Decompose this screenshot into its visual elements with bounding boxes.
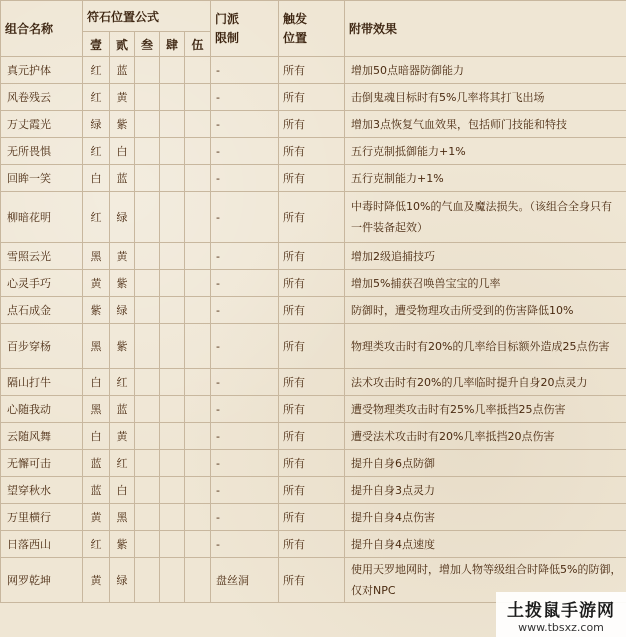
stone-4 (160, 369, 185, 396)
header-pos-2: 贰 (110, 32, 135, 57)
stone-4 (160, 84, 185, 111)
sect-limit: - (211, 297, 279, 324)
table-row (1, 324, 626, 369)
combo-name: 心灵手巧 (1, 270, 83, 297)
trigger-position: 所有 (279, 57, 345, 84)
stone-3 (135, 165, 160, 192)
stone-2: 白 (110, 477, 135, 504)
header-pos-5: 伍 (185, 32, 211, 57)
stone-1: 红 (83, 57, 110, 84)
stone-5 (185, 531, 211, 558)
stone-3 (135, 57, 160, 84)
table-row (1, 504, 626, 531)
stone-3 (135, 450, 160, 477)
stone-5 (185, 111, 211, 138)
stone-2: 蓝 (110, 57, 135, 84)
table-row (1, 243, 626, 270)
table-row (1, 396, 626, 423)
combo-name: 回眸一笑 (1, 165, 83, 192)
trigger-position: 所有 (279, 558, 345, 603)
header-sect-line2: 限制 (215, 30, 240, 45)
combo-name: 望穿秋水 (1, 477, 83, 504)
stone-3 (135, 324, 160, 369)
sect-limit: - (211, 84, 279, 111)
combo-name: 日落西山 (1, 531, 83, 558)
table-row (1, 111, 626, 138)
stone-1: 黄 (83, 270, 110, 297)
effect: 使用天罗地网时，增加人物等级组合时降低5%的防御，仅对NPC (345, 558, 626, 603)
stone-1: 白 (83, 423, 110, 450)
table-row (1, 192, 626, 243)
stone-3 (135, 369, 160, 396)
effect: 遭受物理类攻击时有25%几率抵挡25点伤害 (345, 396, 626, 423)
trigger-position: 所有 (279, 396, 345, 423)
stone-5 (185, 558, 211, 603)
stone-2: 绿 (110, 297, 135, 324)
trigger-position: 所有 (279, 369, 345, 396)
stone-4 (160, 396, 185, 423)
stone-3 (135, 558, 160, 603)
trigger-position: 所有 (279, 165, 345, 192)
sect-limit: - (211, 450, 279, 477)
stone-4 (160, 192, 185, 243)
table-row (1, 531, 626, 558)
stone-5 (185, 270, 211, 297)
table-row (1, 84, 626, 111)
combo-name: 百步穿杨 (1, 324, 83, 369)
stone-5 (185, 477, 211, 504)
header-pos-3: 叁 (135, 32, 160, 57)
stone-1: 红 (83, 138, 110, 165)
stone-1: 黑 (83, 396, 110, 423)
effect: 增加5%捕获召唤兽宝宝的几率 (345, 270, 626, 297)
sect-limit: - (211, 477, 279, 504)
header-pos-1: 壹 (83, 32, 110, 57)
header-effect: 附带效果 (345, 1, 626, 57)
combo-name: 点石成金 (1, 297, 83, 324)
stone-5 (185, 165, 211, 192)
watermark-url: www.tbsxz.com (518, 620, 604, 634)
stone-5 (185, 57, 211, 84)
stone-4 (160, 450, 185, 477)
stone-3 (135, 138, 160, 165)
combo-name: 万丈霞光 (1, 111, 83, 138)
site-watermark (496, 592, 626, 637)
stone-2: 黑 (110, 504, 135, 531)
stone-4 (160, 504, 185, 531)
stone-2: 紫 (110, 270, 135, 297)
stone-4 (160, 243, 185, 270)
stone-2: 黄 (110, 423, 135, 450)
trigger-position: 所有 (279, 84, 345, 111)
table-row (1, 477, 626, 504)
combo-name: 心随我动 (1, 396, 83, 423)
stone-3 (135, 396, 160, 423)
combo-name: 雪照云光 (1, 243, 83, 270)
stone-4 (160, 57, 185, 84)
sect-limit: - (211, 423, 279, 450)
stone-3 (135, 243, 160, 270)
stone-5 (185, 324, 211, 369)
header-sect-limit (211, 1, 279, 57)
effect: 增加50点暗器防御能力 (345, 57, 626, 84)
stone-2: 绿 (110, 192, 135, 243)
stone-2: 红 (110, 450, 135, 477)
stone-3 (135, 504, 160, 531)
header-formula: 符石位置公式 (83, 1, 211, 32)
combo-name: 柳暗花明 (1, 192, 83, 243)
stone-4 (160, 270, 185, 297)
sect-limit: - (211, 531, 279, 558)
effect: 增加2级追捕技巧 (345, 243, 626, 270)
stone-3 (135, 477, 160, 504)
trigger-position: 所有 (279, 531, 345, 558)
trigger-position: 所有 (279, 477, 345, 504)
stone-1: 白 (83, 165, 110, 192)
stone-3 (135, 111, 160, 138)
stone-5 (185, 423, 211, 450)
stone-5 (185, 192, 211, 243)
combo-name: 万里横行 (1, 504, 83, 531)
stone-5 (185, 504, 211, 531)
table-row (1, 138, 626, 165)
stone-1: 红 (83, 531, 110, 558)
stone-5 (185, 396, 211, 423)
combo-name: 无所畏惧 (1, 138, 83, 165)
stone-3 (135, 192, 160, 243)
stone-4 (160, 324, 185, 369)
table-row (1, 297, 626, 324)
stone-5 (185, 84, 211, 111)
stone-1: 黑 (83, 243, 110, 270)
stone-3 (135, 423, 160, 450)
combo-name: 无懈可击 (1, 450, 83, 477)
effect: 提升自身6点防御 (345, 450, 626, 477)
combo-name: 隔山打牛 (1, 369, 83, 396)
stone-2: 蓝 (110, 396, 135, 423)
sect-limit: - (211, 243, 279, 270)
trigger-position: 所有 (279, 270, 345, 297)
stone-4 (160, 138, 185, 165)
stone-2: 黄 (110, 84, 135, 111)
sect-limit: - (211, 165, 279, 192)
stone-4 (160, 477, 185, 504)
watermark-title: 土拨鼠手游网 (507, 600, 615, 621)
trigger-position: 所有 (279, 111, 345, 138)
combo-name: 风卷残云 (1, 84, 83, 111)
table-row (1, 450, 626, 477)
stone-1: 黄 (83, 558, 110, 603)
trigger-position: 所有 (279, 138, 345, 165)
stone-1: 红 (83, 192, 110, 243)
stone-4 (160, 558, 185, 603)
table-row (1, 369, 626, 396)
stone-5 (185, 243, 211, 270)
stone-1: 黄 (83, 504, 110, 531)
stone-1: 紫 (83, 297, 110, 324)
stone-4 (160, 423, 185, 450)
sect-limit: - (211, 324, 279, 369)
stone-1: 黑 (83, 324, 110, 369)
sect-limit: - (211, 192, 279, 243)
trigger-position: 所有 (279, 450, 345, 477)
header-row (1, 1, 626, 32)
stone-2: 紫 (110, 324, 135, 369)
trigger-position: 所有 (279, 243, 345, 270)
combo-name: 云随风舞 (1, 423, 83, 450)
trigger-position: 所有 (279, 324, 345, 369)
stone-3 (135, 297, 160, 324)
sect-limit: - (211, 111, 279, 138)
stone-1: 蓝 (83, 450, 110, 477)
table-row (1, 423, 626, 450)
stone-5 (185, 297, 211, 324)
effect: 提升自身3点灵力 (345, 477, 626, 504)
effect: 提升自身4点速度 (345, 531, 626, 558)
sect-limit: - (211, 396, 279, 423)
effect: 防御时，遭受物理攻击所受到的伤害降低10% (345, 297, 626, 324)
stone-3 (135, 84, 160, 111)
stone-4 (160, 297, 185, 324)
trigger-position: 所有 (279, 297, 345, 324)
sect-limit: - (211, 57, 279, 84)
sect-limit: - (211, 138, 279, 165)
header-trigger-line2: 位置 (283, 30, 308, 45)
effect: 五行克制抵御能力+1% (345, 138, 626, 165)
header-pos-4: 肆 (160, 32, 185, 57)
sect-limit: - (211, 504, 279, 531)
stone-2: 白 (110, 138, 135, 165)
stone-1: 红 (83, 84, 110, 111)
sect-limit: 盘丝洞 (211, 558, 279, 603)
stone-1: 白 (83, 369, 110, 396)
stone-1: 蓝 (83, 477, 110, 504)
trigger-position: 所有 (279, 504, 345, 531)
stone-2: 紫 (110, 111, 135, 138)
stone-5 (185, 369, 211, 396)
header-combo-name: 组合名称 (1, 1, 83, 57)
table-row (1, 165, 626, 192)
trigger-position: 所有 (279, 423, 345, 450)
stone-4 (160, 531, 185, 558)
effect: 遭受法术攻击时有20%几率抵挡20点伤害 (345, 423, 626, 450)
stone-4 (160, 165, 185, 192)
trigger-position: 所有 (279, 192, 345, 243)
effect: 击倒鬼魂目标时有5%几率将其打飞出场 (345, 84, 626, 111)
sect-limit: - (211, 270, 279, 297)
stone-3 (135, 531, 160, 558)
combo-name: 网罗乾坤 (1, 558, 83, 603)
effect: 中毒时降低10%的气血及魔法损失。（该组合全身只有一件装备起效） (345, 192, 626, 243)
combo-name: 真元护体 (1, 57, 83, 84)
stone-2: 蓝 (110, 165, 135, 192)
stone-2: 红 (110, 369, 135, 396)
header-trigger-line1: 触发 (283, 11, 308, 26)
effect: 五行克制能力+1% (345, 165, 626, 192)
header-trigger-position (279, 1, 345, 57)
table-row (1, 270, 626, 297)
table-row (1, 57, 626, 84)
effect: 物理类攻击时有20%的几率给目标额外造成25点伤害 (345, 324, 626, 369)
stone-5 (185, 138, 211, 165)
stone-4 (160, 111, 185, 138)
sect-limit: - (211, 369, 279, 396)
header-sect-line1: 门派 (215, 11, 240, 26)
stone-2: 紫 (110, 531, 135, 558)
stone-1: 绿 (83, 111, 110, 138)
stone-2: 黄 (110, 243, 135, 270)
effect: 法术攻击时有20%的几率临时提升自身20点灵力 (345, 369, 626, 396)
stone-5 (185, 450, 211, 477)
stone-2: 绿 (110, 558, 135, 603)
stone-3 (135, 270, 160, 297)
effect: 增加3点恢复气血效果，包括师门技能和特技 (345, 111, 626, 138)
effect: 提升自身4点伤害 (345, 504, 626, 531)
